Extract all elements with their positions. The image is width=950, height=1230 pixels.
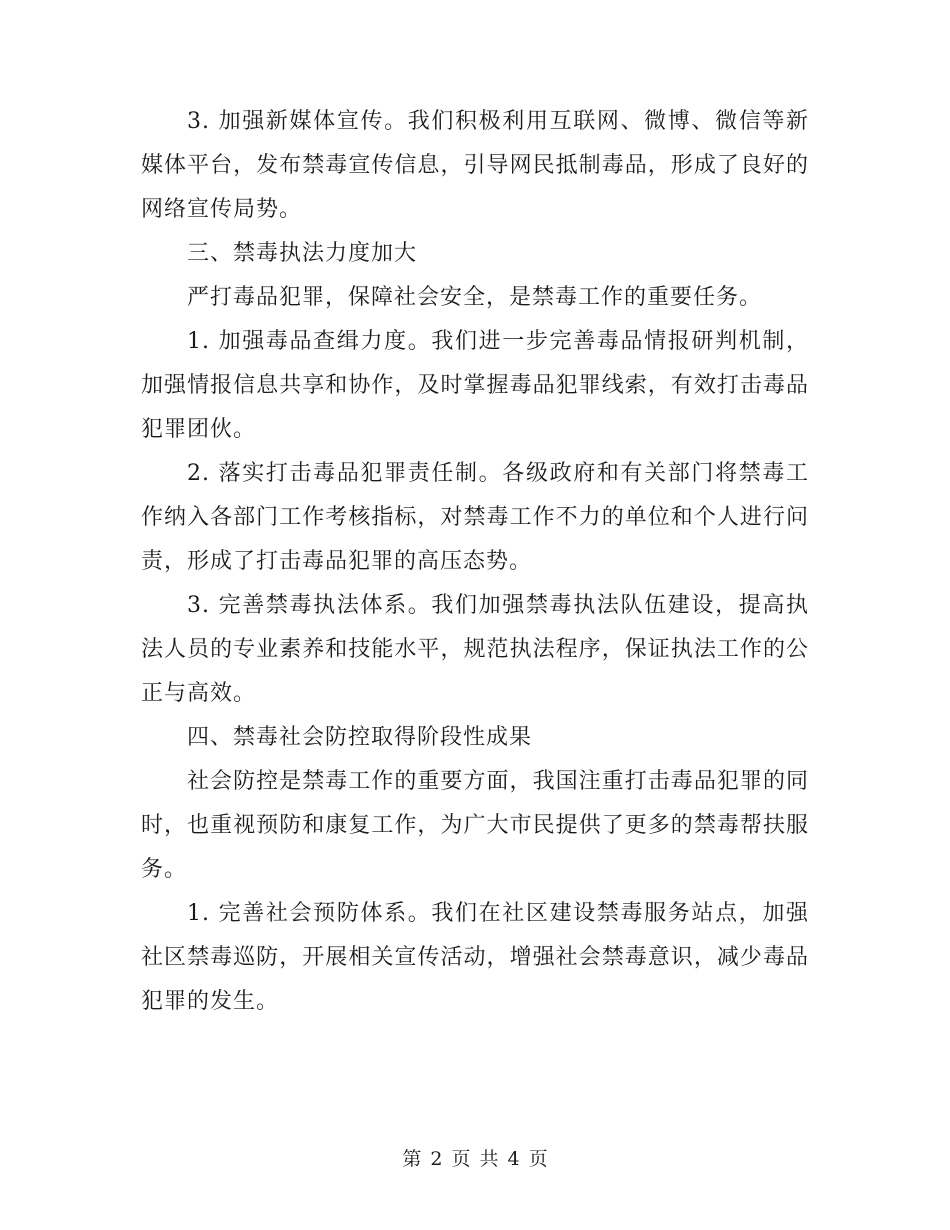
paragraph-new-media-promotion: 3. 加强新媒体宣传。我们积极利用互联网、微博、微信等新媒体平台，发布禁毒宣传信息，引导网民抵制毒品，形成了良好的网络宣传局势。 (141, 109, 809, 222)
paragraph-enforcement-intro: 严打毒品犯罪，保障社会安全，是禁毒工作的重要任务。 (187, 285, 763, 310)
paragraph-social-prevention-intro: 社会防控是禁毒工作的重要方面，我国注重打击毒品犯罪的同时，也重视预防和康复工作，为广大市民提供了更多的禁毒帮扶服务。 (141, 769, 809, 882)
section-heading-social-prevention: 四、禁毒社会防控取得阶段性成果 (187, 725, 533, 750)
paragraph-enforcement-system: 3. 完善禁毒执法体系。我们加强禁毒执法队伍建设，提高执法人员的专业素养和技能水平，规范执法程序，保证执法工作的公正与高效。 (141, 593, 809, 706)
paragraph-responsibility-system: 2. 落实打击毒品犯罪责任制。各级政府和有关部门将禁毒工作纳入各部门工作考核指标，对禁毒工作不力的单位和个人进行问责，形成了打击毒品犯罪的高压态势。 (141, 461, 809, 574)
page-number-footer: 第 2 页 共 4 页 (402, 1148, 548, 1170)
document-body (141, 100, 809, 1024)
paragraph-drug-seizure: 1. 加强毒品查缉力度。我们进一步完善毒品情报研判机制，加强情报信息共享和协作，及时掌握毒品犯罪线索，有效打击毒品犯罪团伙。 (141, 329, 809, 442)
section-heading-enforcement: 三、禁毒执法力度加大 (187, 241, 418, 266)
paragraph-prevention-system: 1. 完善社会预防体系。我们在社区建设禁毒服务站点，加强社区禁毒巡防，开展相关宣传活动，增强社会禁毒意识，减少毒品犯罪的发生。 (141, 901, 809, 1014)
